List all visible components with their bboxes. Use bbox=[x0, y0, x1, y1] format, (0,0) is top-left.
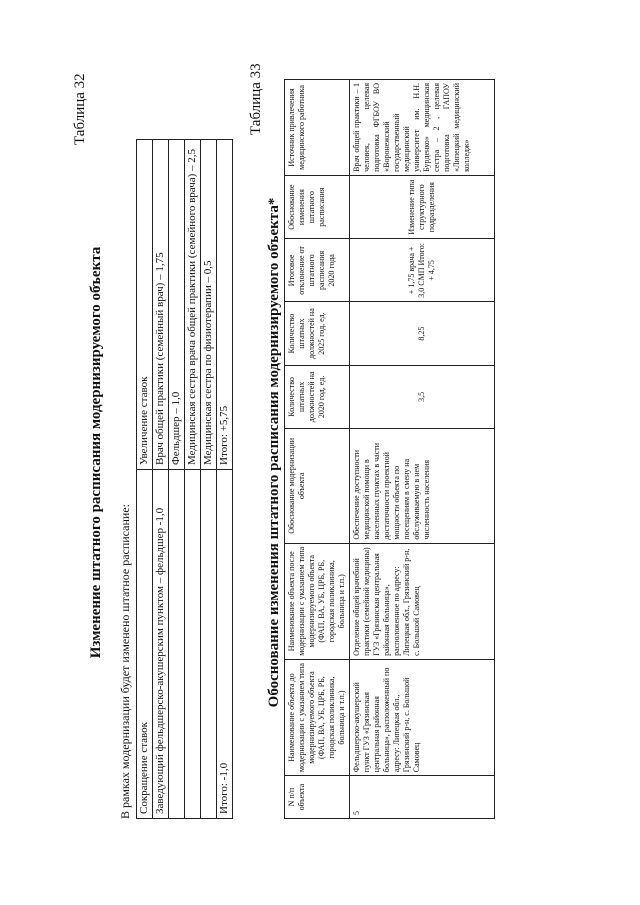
table-32-label: Таблица 32 bbox=[72, 73, 88, 145]
table-row bbox=[201, 140, 217, 819]
cell-reduce bbox=[185, 470, 201, 819]
table-33-label: Таблица 33 bbox=[248, 63, 264, 135]
header-object-after: Наименование объекта после модернизации с указанием типа модернизируемого объекта (ФАП, ВА, УБ, ЦРБ, РБ, городская поликлиника, больница и т.п.) bbox=[285, 543, 350, 659]
cell-number: 5 bbox=[350, 776, 495, 819]
cell-increase: Медицинская сестра врача общей практики (семейного врача) – 2,5 bbox=[185, 140, 201, 470]
cell-object-after: Отделение общей врачебной практики (семейной медицины) ГУЗ «Грязинская центральная районная больница», расположенное по адресу: Липецкая обл., Грязинский р-н, с. Большой Самовец bbox=[350, 543, 495, 659]
table-32-heading: Изменение штатного расписания модернизируемого объекта bbox=[88, 246, 104, 659]
cell-reduce: Заведующий фельдшерско-акушерским пунктом – фельдшер -1,0 bbox=[153, 470, 169, 819]
header-staff-2025: Количество штатных должностей на 2025 год, ед. bbox=[285, 302, 350, 365]
cell-staff-2025: 8,25 bbox=[350, 302, 495, 365]
total-increase: Итого: +5,75 bbox=[217, 140, 233, 470]
table-row bbox=[185, 140, 201, 819]
table-header-row bbox=[137, 140, 153, 819]
header-object-before: Наименование объекта до модернизации с указанием типа модернизируемого объекта (ФАП, ВА, УБ, ЦРБ, РБ, городская поликлиника, больница и т.п.) bbox=[285, 659, 350, 775]
cell-justification: Обеспечение доступности медицинской помощи в населенных пунктах в части достаточности проектной мощности объекта по посещениям в смену на обслуживаемую в нем численность населения bbox=[350, 429, 495, 544]
staffing-change-table bbox=[136, 139, 233, 819]
table-row bbox=[169, 140, 185, 819]
table-total-row bbox=[217, 140, 233, 819]
header-increase: Увеличение ставок bbox=[137, 140, 153, 470]
staffing-justification-table bbox=[284, 79, 495, 819]
header-staff-source: Источник привлечения медицинского работника bbox=[285, 80, 350, 176]
header-change-reason: Обоснование изменения штатного расписания bbox=[285, 175, 350, 238]
cell-increase: Фельдшер – 1,0 bbox=[169, 140, 185, 470]
table-32-intro: В рамках модернизации будет изменено штатное расписание: bbox=[118, 504, 132, 819]
table-header-row bbox=[285, 80, 350, 819]
cell-reduce bbox=[201, 470, 217, 819]
cell-object-before: Фельдшерско-акушерский пункт ГУЗ «Грязинская центральная районная больница», расположенный по адресу: Липецкая обл., Грязинский р-н, с. Большой Самовец bbox=[350, 659, 495, 775]
cell-reduce bbox=[169, 470, 185, 819]
cell-increase: Медицинская сестра по физиотерапии – 0,5 bbox=[201, 140, 217, 470]
header-reduce: Сокращение ставок bbox=[137, 470, 153, 819]
table-row bbox=[153, 140, 169, 819]
cell-staff-2020: 3,5 bbox=[350, 365, 495, 428]
header-justification: Обоснование модернизации объекта bbox=[285, 429, 350, 544]
header-deviation: Итоговое отклонение от штатного расписания 2020 года bbox=[285, 239, 350, 302]
header-staff-2020: Количество штатных должностей на 2020 год, ед. bbox=[285, 365, 350, 428]
header-number: N п/п объекта bbox=[285, 776, 350, 819]
table-row bbox=[350, 80, 495, 819]
total-reduce: Итого: -1,0 bbox=[217, 470, 233, 819]
cell-change-reason: Изменение типа структурного подразделения bbox=[350, 175, 495, 238]
cell-staff-source: Врач общей практики – 1 человек, целевая подготовка ФГБОУ ВО «Воронежский государственный медицинский университет им. Н.Н. Бурденко» медицинская сестра – 2 , целевая подготовка ГАПОУ «Липецкий медицинский колледж» bbox=[350, 80, 495, 176]
table-33-heading: Обоснование изменения штатного расписания модернизируемого объекта* bbox=[266, 197, 282, 708]
cell-increase: Врач общей практики (семейный врач) – 1,75 bbox=[153, 140, 169, 470]
cell-deviation: + 1,75 врача + 3,0 СМП Итого: + 4,75 bbox=[350, 239, 495, 302]
